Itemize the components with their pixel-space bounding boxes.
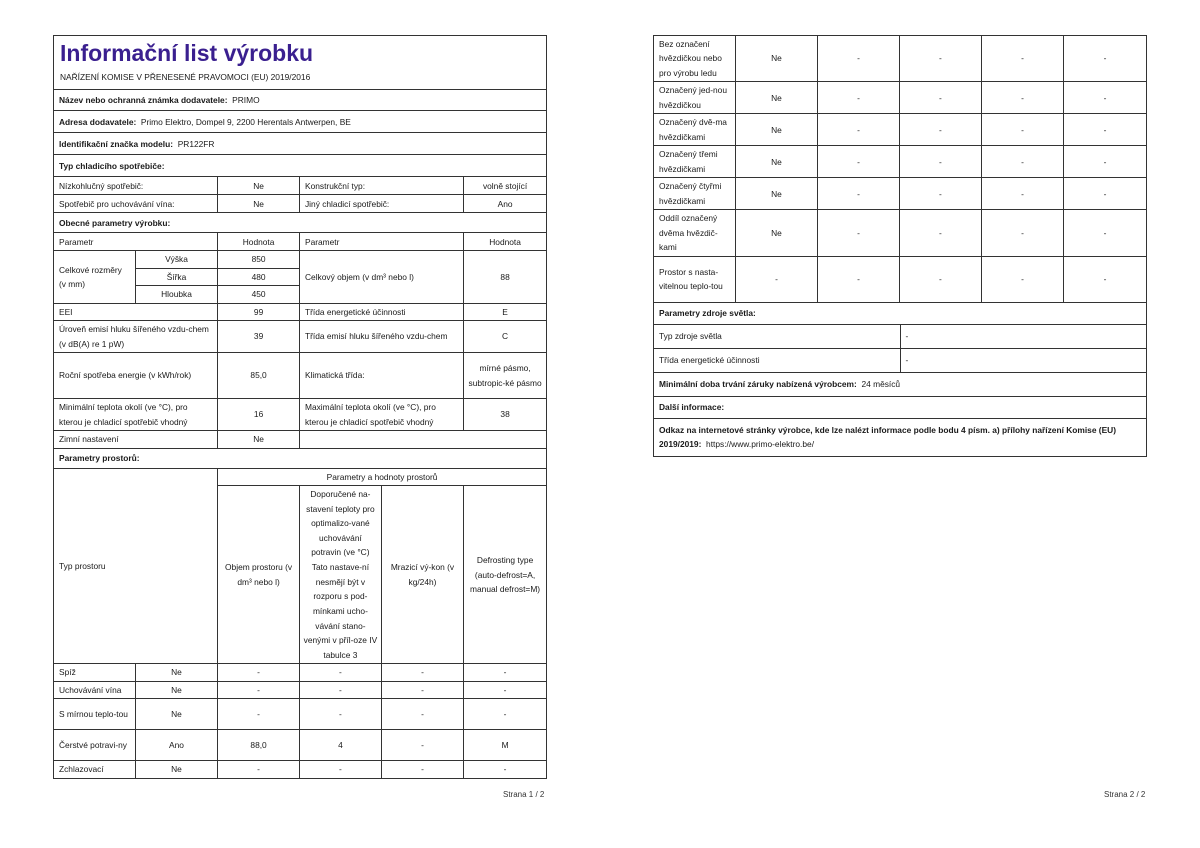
winter-label: Zimní nastavení xyxy=(54,431,218,448)
eei-label: EEI xyxy=(54,303,218,320)
min-temp-label: Minimální teplota okolí (ve °C), pro kterou je chladicí spotřebič vhodný xyxy=(54,399,218,431)
model-label: Identifikační značka modelu: xyxy=(59,138,174,149)
compartment-defrost: M xyxy=(464,730,547,761)
compartment-temp: - xyxy=(299,664,381,681)
compartment-present: Ne xyxy=(135,761,217,778)
noise-value: 39 xyxy=(218,321,300,353)
eei-value: 99 xyxy=(218,303,300,320)
compartment-freezing: - xyxy=(981,178,1063,210)
max-temp-label: Maximální teplota okolí (ve °C), pro kterou je chladicí spotřebič vhodný xyxy=(299,399,463,431)
light-heading-row xyxy=(654,302,1147,324)
compartment-present: Ne xyxy=(735,178,817,210)
annual-energy-row xyxy=(54,353,547,399)
climate-class-label: Klimatická třída: xyxy=(299,353,463,399)
efficiency-class-label: Třída energetické účinnosti xyxy=(299,303,463,320)
col-recommended-temp: Doporučené na-stavení teploty pro optimalizo-vané uchovávání potravin (ve °C) Tato nastave-ní nesmějí být v rozporu s pod-mínkami ucho-vávání stano-venými v příl-oze IV tabulce 3 xyxy=(299,485,381,664)
link-row xyxy=(654,418,1147,456)
wine-value: Ne xyxy=(218,195,300,213)
compartment-freezing: - xyxy=(981,36,1063,82)
max-temp-value: 38 xyxy=(464,399,547,431)
compartment-defrost: - xyxy=(1064,114,1147,146)
param-header: Parametr xyxy=(54,233,218,251)
noise-class-value: C xyxy=(464,321,547,353)
compartment-temp: - xyxy=(299,761,381,778)
compartment-defrost: - xyxy=(1064,210,1147,256)
light-type-value: - xyxy=(900,324,1147,348)
compartment-volume: - xyxy=(818,114,900,146)
compartment-freezing: - xyxy=(381,761,463,778)
compartment-temp: - xyxy=(899,178,981,210)
other-label: Jiný chladicí spotřebič: xyxy=(299,195,463,213)
compartment-defrost: - xyxy=(464,761,547,778)
winter-row xyxy=(54,431,547,448)
compartment-defrost: - xyxy=(464,681,547,698)
regulation-subtitle: NAŘÍZENÍ KOMISE V PŘENESENÉ PRAVOMOCI (EU) 2019/2016 xyxy=(60,72,311,82)
compartment-volume: - xyxy=(818,82,900,114)
height-value: 850 xyxy=(218,251,300,268)
compartment-present: Ne xyxy=(735,114,817,146)
light-type-label: Typ zdroje světla xyxy=(654,324,901,348)
height-label: Výška xyxy=(135,251,217,268)
compartment-freezing: - xyxy=(381,664,463,681)
compartment-present: Ano xyxy=(135,730,217,761)
compartment-volume: - xyxy=(218,699,300,730)
eei-row xyxy=(54,303,547,320)
manufacturer-link[interactable]: https://www.primo-elektro.be/ xyxy=(706,439,815,450)
compartment-volume: - xyxy=(818,210,900,256)
compartment-freezing: - xyxy=(381,730,463,761)
compartment-params-header: Parametry a hodnoty prostorů xyxy=(218,468,547,485)
wine-row xyxy=(54,195,547,213)
compartment-name: Spíž xyxy=(54,664,136,681)
table-row xyxy=(54,699,547,730)
compartment-present: Ne xyxy=(735,210,817,256)
light-class-value: - xyxy=(900,348,1147,372)
table-row xyxy=(654,210,1147,256)
depth-label: Hloubka xyxy=(135,286,217,303)
compartment-volume: 88,0 xyxy=(218,730,300,761)
compartment-freezing: - xyxy=(381,699,463,730)
compartment-freezing: - xyxy=(981,114,1063,146)
compartment-name: Označený jed-nou hvězdičkou xyxy=(654,82,736,114)
compartment-name: Označený dvě-ma hvězdičkami xyxy=(654,114,736,146)
table-row xyxy=(54,681,547,698)
compartment-temp: - xyxy=(299,699,381,730)
supplier-address-label: Adresa dodavatele: xyxy=(59,116,137,127)
noise-class-label: Třída emisí hluku šířeného vzdu-chem xyxy=(299,321,463,353)
compartment-volume: - xyxy=(818,256,900,302)
supplier-name-label: Název nebo ochranná známka dodavatele: xyxy=(59,95,228,106)
compartment-present: Ne xyxy=(135,681,217,698)
value-header-2: Hodnota xyxy=(464,233,547,251)
model-value: PR122FR xyxy=(177,138,215,149)
compartment-defrost: - xyxy=(464,664,547,681)
compartment-volume: - xyxy=(818,178,900,210)
table-row xyxy=(54,664,547,681)
compartment-freezing: - xyxy=(981,210,1063,256)
general-heading-row xyxy=(54,213,547,233)
table-row xyxy=(654,256,1147,302)
compartment-freezing: - xyxy=(981,256,1063,302)
total-volume-value: 88 xyxy=(464,251,547,303)
total-volume-label: Celkový objem (v dm³ nebo l) xyxy=(299,251,463,303)
compartment-present: Ne xyxy=(135,664,217,681)
page-2 xyxy=(653,35,1147,457)
compartment-defrost: - xyxy=(1064,178,1147,210)
light-source-table xyxy=(653,302,1147,457)
light-class-label: Třída energetické účinnosti xyxy=(654,348,901,372)
winter-value: Ne xyxy=(218,431,300,448)
warranty-row xyxy=(654,372,1147,396)
compartment-present: - xyxy=(735,256,817,302)
compartment-defrost: - xyxy=(1064,36,1147,82)
compartment-defrost: - xyxy=(1064,82,1147,114)
compartment-defrost: - xyxy=(1064,146,1147,178)
col-freezing: Mrazicí vý-kon (v kg/24h) xyxy=(381,485,463,664)
compartment-temp: - xyxy=(899,82,981,114)
additional-heading-row xyxy=(654,396,1147,418)
compartment-name: Zchlazovací xyxy=(54,761,136,778)
compartment-present: Ne xyxy=(735,146,817,178)
compartment-heading: Parametry prostorů: xyxy=(54,448,547,468)
warranty-label: Minimální doba trvání záruky nabízená výrobcem: xyxy=(659,378,857,389)
compartment-defrost: - xyxy=(1064,256,1147,302)
depth-value: 450 xyxy=(218,286,300,303)
design-type-value: volně stojící xyxy=(464,177,547,195)
table-row xyxy=(54,761,547,778)
compartment-temp: - xyxy=(899,146,981,178)
min-temp-value: 16 xyxy=(218,399,300,431)
param-header-2: Parametr xyxy=(299,233,463,251)
page-title: Informační list výrobku xyxy=(60,40,314,66)
compartment-name: Uchovávání vína xyxy=(54,681,136,698)
compartment-volume: - xyxy=(218,681,300,698)
appliance-type-heading: Typ chladicího spotřebiče: xyxy=(54,155,547,177)
additional-heading: Další informace: xyxy=(654,396,1147,418)
general-header-row xyxy=(54,233,547,251)
compartment-name: Označený čtyřmi hvězdičkami xyxy=(654,178,736,210)
other-value: Ano xyxy=(464,195,547,213)
compartment-freezing: - xyxy=(981,146,1063,178)
col-volume: Objem prostoru (v dm³ nebo l) xyxy=(218,485,300,664)
compartment-volume: - xyxy=(818,146,900,178)
supplier-address-row xyxy=(54,111,547,133)
compartment-freezing: - xyxy=(981,82,1063,114)
supplier-name-row xyxy=(54,90,547,111)
annual-energy-label: Roční spotřeba energie (v kWh/rok) xyxy=(54,353,218,399)
compartment-type-header: Typ prostoru xyxy=(54,468,218,664)
efficiency-class-value: E xyxy=(464,303,547,320)
low-noise-label: Nízkohlučný spotřebič: xyxy=(54,177,218,195)
compartments-table xyxy=(53,468,547,779)
compartment-name: Čerstvé potravi-ny xyxy=(54,730,136,761)
ambient-temp-row xyxy=(54,399,547,431)
compartment-freezing: - xyxy=(381,681,463,698)
page-2-footer: Strana 2 / 2 xyxy=(1104,790,1146,799)
table-row xyxy=(654,178,1147,210)
width-label: Šířka xyxy=(135,268,217,285)
general-heading: Obecné parametry výrobku: xyxy=(54,213,547,233)
table-row xyxy=(654,36,1147,82)
compartment-name: Prostor s nasta-vitelnou teplo-tou xyxy=(654,256,736,302)
compartment-params-header-row xyxy=(54,468,547,485)
compartment-volume: - xyxy=(218,664,300,681)
supplier-address-value: Primo Elektro, Dompel 9, 2200 Herentals Antwerpen, BE xyxy=(140,116,351,127)
product-info-table xyxy=(53,35,547,233)
general-params-table xyxy=(53,232,547,468)
table-row xyxy=(654,114,1147,146)
table-row xyxy=(654,82,1147,114)
annual-energy-value: 85,0 xyxy=(218,353,300,399)
light-class-row xyxy=(654,348,1147,372)
compartment-name: Označený třemi hvězdičkami xyxy=(654,146,736,178)
compartment-heading-row xyxy=(54,448,547,468)
link-label: Odkaz na internetové stránky výrobce, kde lze nalézt informace podle bodu 4 písm. a) přílohy nařízení Komise (EU) 2019/2019: xyxy=(659,424,1117,450)
compartment-name: S mírnou teplo-tou xyxy=(54,699,136,730)
compartment-temp: - xyxy=(899,256,981,302)
value-header: Hodnota xyxy=(218,233,300,251)
compartment-name: Oddíl označený dvěma hvězdič-kami xyxy=(654,210,736,256)
compartment-volume: - xyxy=(818,36,900,82)
page-1-footer: Strana 1 / 2 xyxy=(503,790,545,799)
height-row xyxy=(54,251,547,268)
warranty-value: 24 měsíců xyxy=(861,378,901,389)
design-type-label: Konstrukční typ: xyxy=(299,177,463,195)
climate-class-value: mírné pásmo, subtropic-ké pásmo xyxy=(464,353,547,399)
page-1 xyxy=(53,35,547,779)
noise-row xyxy=(54,321,547,353)
table-row xyxy=(54,730,547,761)
low-noise-value: Ne xyxy=(218,177,300,195)
table-row xyxy=(654,146,1147,178)
supplier-name-value: PRIMO xyxy=(232,95,260,106)
compartment-present: Ne xyxy=(135,699,217,730)
compartment-temp: - xyxy=(899,36,981,82)
compartment-present: Ne xyxy=(735,36,817,82)
dimensions-label: Celkové rozměry (v mm) xyxy=(54,251,136,303)
title-row xyxy=(54,36,547,90)
compartment-temp: - xyxy=(299,681,381,698)
light-heading: Parametry zdroje světla: xyxy=(654,302,1147,324)
light-type-row xyxy=(654,324,1147,348)
low-noise-row xyxy=(54,177,547,195)
compartment-temp: 4 xyxy=(299,730,381,761)
compartment-name: Bez označení hvězdičkou nebo pro výrobu ledu xyxy=(654,36,736,82)
col-defrost: Defrosting type (auto-defrost=A, manual defrost=M) xyxy=(464,485,547,664)
compartment-temp: - xyxy=(899,114,981,146)
freezer-compartments-table xyxy=(653,35,1147,303)
compartment-defrost: - xyxy=(464,699,547,730)
compartment-present: Ne xyxy=(735,82,817,114)
compartment-temp: - xyxy=(899,210,981,256)
model-row xyxy=(54,133,547,155)
width-value: 480 xyxy=(218,268,300,285)
wine-label: Spotřebič pro uchovávání vína: xyxy=(54,195,218,213)
compartment-volume: - xyxy=(218,761,300,778)
appliance-type-heading-row xyxy=(54,155,547,177)
noise-label: Úroveň emisí hluku šířeného vzdu-chem (v dB(A) re 1 pW) xyxy=(54,321,218,353)
